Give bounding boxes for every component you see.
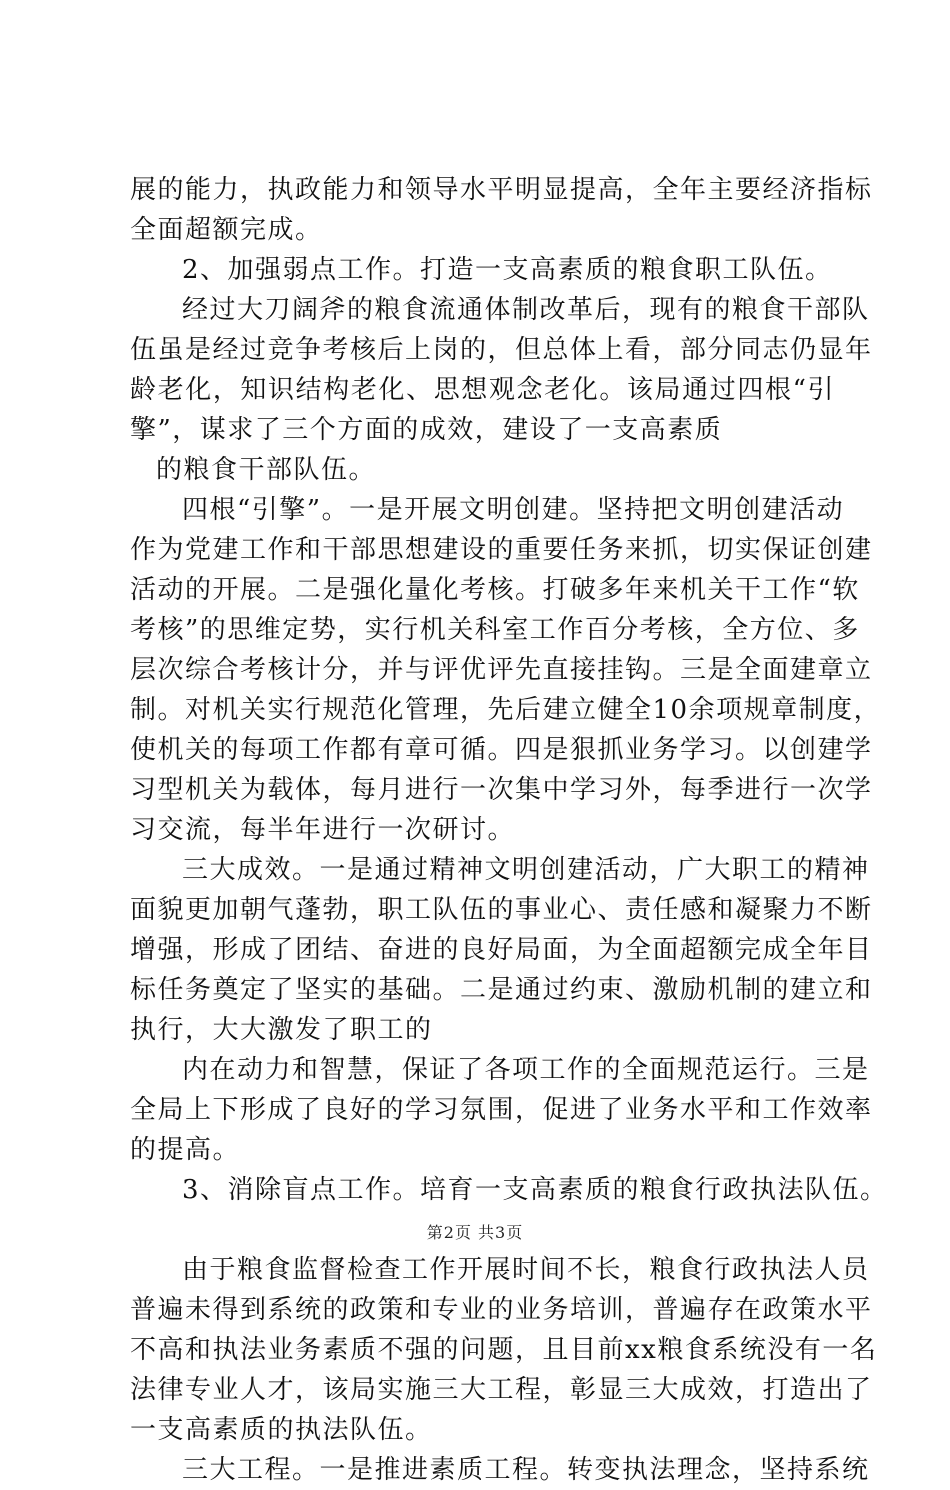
text-line: 由于粮食监督检查工作开展时间不长，粮食行政执法人员 xyxy=(182,1255,870,1285)
page-number-footer: 第2页 共3页 xyxy=(426,1223,524,1242)
section-heading: 2、加强弱点工作。打造一支高素质的粮食职工队伍。 xyxy=(182,255,833,285)
text-line: 一支高素质的执法队伍。 xyxy=(130,1415,433,1445)
text-line: 龄老化，知识结构老化、思想观念老化。该局通过四根“引 xyxy=(130,375,835,405)
text-line: 内在动力和智慧，保证了各项工作的全面规范运行。三是 xyxy=(182,1055,870,1085)
text-line: 制。对机关实行规范化管理，先后建立健全10余项规章制度， xyxy=(130,695,882,725)
text-line: 使机关的每项工作都有章可循。四是狠抓业务学习。以创建学 xyxy=(130,735,873,765)
text-line: 面貌更加朝气蓬勃，职工队伍的事业心、责任感和凝聚力不断 xyxy=(130,895,873,925)
text-line: 普遍未得到系统的政策和专业的业务培训，普遍存在政策水平 xyxy=(130,1295,873,1325)
text-line: 活动的开展。二是强化量化考核。打破多年来机关干工作“软 xyxy=(130,575,860,605)
text-line: 的提高。 xyxy=(130,1135,241,1165)
text-line: 执行，大大激发了职工的 xyxy=(130,1015,433,1045)
text-line: 层次综合考核计分，并与评优评先直接挂钩。三是全面建章立 xyxy=(130,655,873,685)
section-heading: 3、消除盲点工作。培育一支高素质的粮食行政执法队伍。 xyxy=(182,1175,888,1205)
text-line: 擎”，谋求了三个方面的成效，建设了一支高素质 xyxy=(130,415,723,445)
text-line: 经过大刀阔斧的粮食流通体制改革后，现有的粮食干部队 xyxy=(182,295,870,325)
text-line: 伍虽是经过竞争考核后上岗的，但总体上看，部分同志仍显年 xyxy=(130,335,873,365)
text-line: 考核”的思维定势，实行机关科室工作百分考核，全方位、多 xyxy=(130,615,860,645)
text-line: 四根“引擎”。一是开展文明创建。坚持把文明创建活动 xyxy=(182,495,845,525)
text-line: 全局上下形成了良好的学习氛围，促进了业务水平和工作效率 xyxy=(130,1095,873,1125)
text-line: 法律专业人才，该局实施三大工程，彰显三大成效，打造出了 xyxy=(130,1375,873,1405)
text-line: 的粮食干部队伍。 xyxy=(156,455,377,485)
document-body xyxy=(130,170,888,1490)
text-line: 习交流，每半年进行一次研讨。 xyxy=(130,815,516,845)
text-line: 全面超额完成。 xyxy=(130,215,323,245)
text-line: 作为党建工作和干部思想建设的重要任务来抓，切实保证创建 xyxy=(130,535,873,565)
text-line: 不高和执法业务素质不强的问题，且目前xx粮食系统没有一名 xyxy=(130,1335,878,1365)
text-line: 习型机关为载体，每月进行一次集中学习外，每季进行一次学 xyxy=(130,775,873,805)
text-line: 增强，形成了团结、奋进的良好局面，为全面超额完成全年目 xyxy=(130,935,873,965)
text-line: 三大工程。一是推进素质工程。转变执法理念，坚持系统 xyxy=(182,1455,870,1485)
text-line: 展的能力，执政能力和领导水平明显提高，全年主要经济指标 xyxy=(130,175,873,205)
text-line: 标任务奠定了坚实的基础。二是通过约束、激励机制的建立和 xyxy=(130,975,873,1005)
text-line: 三大成效。一是通过精神文明创建活动，广大职工的精神 xyxy=(182,855,870,885)
